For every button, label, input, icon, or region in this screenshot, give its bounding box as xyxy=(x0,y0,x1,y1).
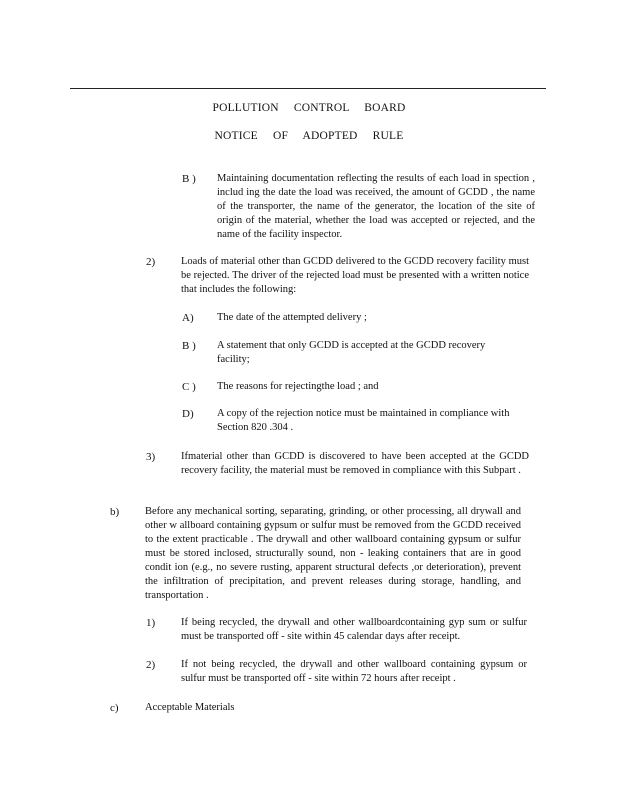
board-title: POLLUTION CONTROL BOARD xyxy=(212,102,406,114)
heading-acceptable-materials: Acceptable Materials xyxy=(145,702,235,713)
item-label-B: B ) xyxy=(182,173,196,185)
item-label-b1: 1) xyxy=(146,617,156,629)
item-label-C: C ) xyxy=(182,381,196,393)
paragraph-recycled: If being recycled, the drywall and other wallboardcontaining gyp sum or sulfur must be transported off - site within 45 calendar days after receipt. xyxy=(181,617,527,642)
paragraph-not-recycled: If not being recycled, the drywall and other wallboard containing gypsum or sulfur must be transported off - site within 72 hours after receipt . xyxy=(181,659,527,684)
notice-title: NOTICE OF ADOPTED RULE xyxy=(214,130,404,142)
item-label-2: 2) xyxy=(146,256,156,268)
paragraph-drywall-removal: Before any mechanical sorting, separating, grinding, or other processing, all drywall and other w allboard containing gypsum or sulfur must be removed from the GCDD received to the extent practicable . The drywall and other wallboard containing gypsum or sulfur must be stored inclosed, structurally sound, non - leaking containers that are in good condit ion (e.g., no severe rusting, apparent structural defects ,or deterioration), prevent the infiltration of precipitation, and prevent releases during storage, handling, and transportation . xyxy=(145,506,521,601)
item-label-b2: 2) xyxy=(146,659,156,671)
item-label-D: D) xyxy=(182,408,194,420)
item-label-3: 3) xyxy=(146,451,156,463)
section-label-b: b) xyxy=(110,506,120,518)
paragraph-loads-rejected: Loads of material other than GCDD delivered to the GCDD recovery facility must be rejected. The driver of the rejected load must be presented with a written notice that includes the following: xyxy=(181,256,529,295)
paragraph-documentation: Maintaining documentation reflecting the results of each load in spection , includ ing the date the load was received, the amount of GCDD , the name of the transporter, the name of the generator, the location of the site of origin of the material, whether the load was accepted or rejected, and the name of the facility inspector. xyxy=(217,173,535,240)
paragraph-date: The date of the attempted delivery ; xyxy=(217,312,367,323)
item-label-B2: B ) xyxy=(182,340,196,352)
item-label-A: A) xyxy=(182,312,194,324)
paragraph-material-discovered: Ifmaterial other than GCDD is discovered to have been accepted at the GCDD recovery facility, the material must be removed in compliance with this Subpart . xyxy=(181,451,529,476)
section-label-c: c) xyxy=(110,702,119,714)
paragraph-copy: A copy of the rejection notice must be maintained in compliance with Section 820 .304 . xyxy=(217,408,510,433)
paragraph-statement: A statement that only GCDD is accepted at the GCDD recovery facility; xyxy=(217,340,486,365)
header-rule xyxy=(70,88,546,89)
paragraph-reasons: The reasons for rejectingthe load ; and xyxy=(217,381,379,392)
